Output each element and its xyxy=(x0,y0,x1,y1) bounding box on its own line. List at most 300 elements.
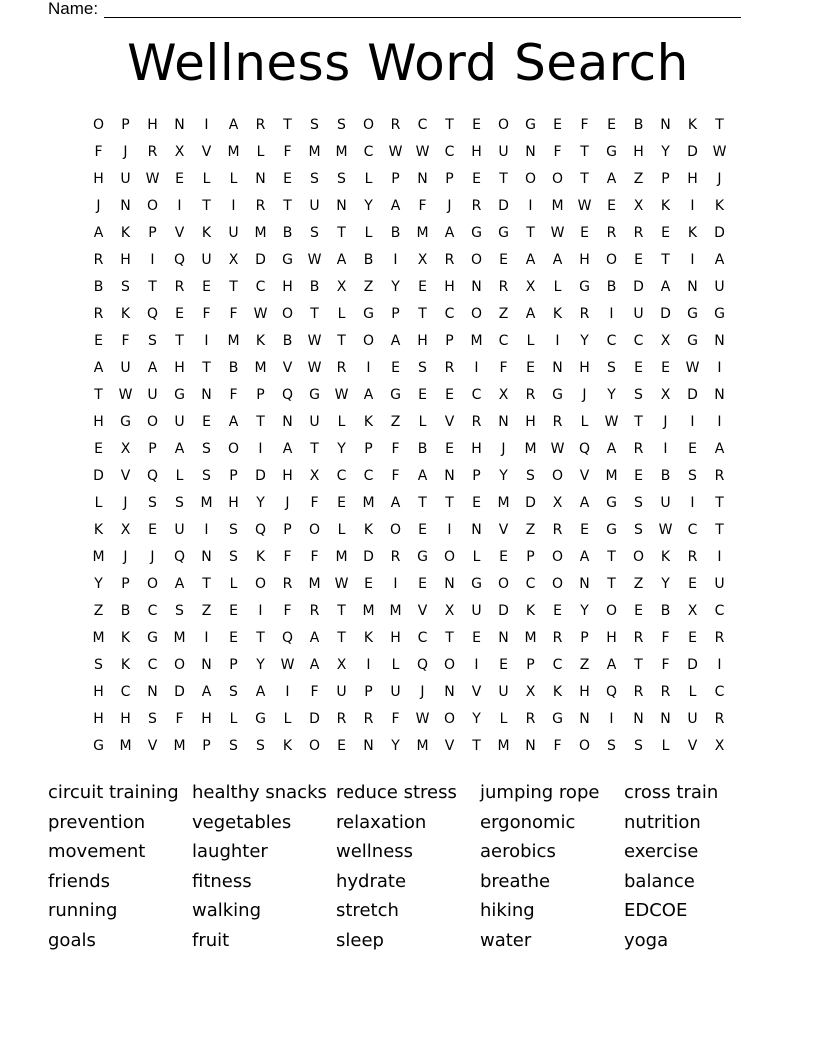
grid-letter: T xyxy=(283,117,292,133)
grid-letter: N xyxy=(471,279,482,295)
grid-letter: W xyxy=(712,144,727,160)
grid-letter: N xyxy=(417,171,428,187)
grid-letter: L xyxy=(256,144,265,160)
grid-letter: O xyxy=(173,657,186,673)
grid-letter: P xyxy=(364,441,373,457)
grid-letter: X xyxy=(687,603,698,619)
grid-letter: E xyxy=(472,171,481,187)
grid-letter: U xyxy=(309,198,320,214)
grid-letter: R xyxy=(255,117,266,133)
grid-letter: O xyxy=(308,738,321,754)
word-list-item: water xyxy=(480,929,532,951)
grid-letter: V xyxy=(444,738,455,754)
grid-letter: S xyxy=(202,468,211,484)
grid-row xyxy=(85,679,733,706)
grid-letter: H xyxy=(93,711,104,727)
grid-letter: I xyxy=(447,522,452,538)
grid-letter: G xyxy=(714,306,725,322)
grid-letter: A xyxy=(201,684,212,700)
word-list-item: nutrition xyxy=(624,811,701,833)
grid-letter: E xyxy=(94,333,103,349)
grid-letter: J xyxy=(123,549,128,565)
grid-letter: Z xyxy=(633,171,644,187)
grid-letter: P xyxy=(121,576,130,592)
grid-letter: A xyxy=(174,576,185,592)
grid-letter: A xyxy=(147,360,158,376)
grid-letter: I xyxy=(474,657,479,673)
grid-letter: R xyxy=(552,414,563,430)
grid-letter: L xyxy=(499,711,508,727)
grid-letter: I xyxy=(204,333,209,349)
grid-row xyxy=(85,301,733,328)
grid-letter: H xyxy=(633,144,644,160)
grid-letter: Y xyxy=(364,198,373,214)
grid-letter: E xyxy=(580,522,589,538)
grid-letter: O xyxy=(524,171,537,187)
grid-letter: G xyxy=(552,387,563,403)
grid-letter: S xyxy=(202,441,211,457)
grid-letter: E xyxy=(283,171,292,187)
grid-letter: O xyxy=(551,468,564,484)
grid-letter: E xyxy=(229,603,238,619)
grid-letter: S xyxy=(229,738,238,754)
grid-letter: T xyxy=(283,198,292,214)
grid-letter: Q xyxy=(281,387,294,403)
grid-letter: P xyxy=(256,387,265,403)
grid-letter: H xyxy=(525,414,536,430)
word-list-item: prevention xyxy=(48,811,146,833)
grid-letter: U xyxy=(498,684,509,700)
grid-letter: L xyxy=(202,171,211,187)
grid-row xyxy=(85,166,733,193)
grid-letter: S xyxy=(175,603,184,619)
grid-letter: M xyxy=(92,549,105,565)
grid-letter: M xyxy=(470,333,483,349)
grid-letter: U xyxy=(633,306,644,322)
grid-letter: F xyxy=(229,306,238,322)
grid-letter: B xyxy=(417,441,428,457)
grid-letter: D xyxy=(687,387,698,403)
name-label: Name: xyxy=(48,0,99,18)
grid-letter: R xyxy=(606,225,617,241)
word-list-item: laughter xyxy=(192,841,268,863)
grid-letter: J xyxy=(501,441,506,457)
word-list-item: wellness xyxy=(336,841,414,863)
grid-letter: Q xyxy=(281,630,294,646)
grid-letter: K xyxy=(525,603,536,619)
page-title: Wellness Word Search xyxy=(127,34,689,92)
grid-letter: B xyxy=(660,468,671,484)
grid-letter: P xyxy=(445,171,454,187)
word-list-item: healthy snacks xyxy=(192,782,327,803)
grid-letter: L xyxy=(580,414,589,430)
grid-letter: I xyxy=(717,414,722,430)
grid-letter: I xyxy=(717,360,722,376)
grid-letter: C xyxy=(363,144,374,160)
grid-letter: V xyxy=(471,684,482,700)
grid-letter: A xyxy=(417,468,428,484)
grid-letter: C xyxy=(498,333,509,349)
grid-letter: F xyxy=(661,630,670,646)
grid-letter: H xyxy=(282,279,293,295)
grid-letter: K xyxy=(255,549,266,565)
grid-letter: R xyxy=(552,630,563,646)
grid-letter: S xyxy=(121,279,130,295)
word-list-item: balance xyxy=(624,870,695,892)
grid-letter: P xyxy=(148,225,157,241)
grid-letter: M xyxy=(497,495,510,511)
grid-letter: H xyxy=(579,252,590,268)
grid-letter: U xyxy=(201,252,212,268)
grid-letter: B xyxy=(120,603,131,619)
grid-letter: N xyxy=(471,522,482,538)
grid-letter: T xyxy=(256,630,265,646)
grid-letter: J xyxy=(123,144,128,160)
grid-letter: T xyxy=(148,279,157,295)
grid-letter: E xyxy=(688,441,697,457)
grid-letter: Y xyxy=(256,657,265,673)
grid-letter: Z xyxy=(363,279,374,295)
grid-letter: X xyxy=(714,738,725,754)
grid-letter: P xyxy=(391,306,400,322)
grid-letter: X xyxy=(525,279,536,295)
word-list-item: breathe xyxy=(480,870,551,892)
grid-letter: E xyxy=(499,549,508,565)
grid-letter: N xyxy=(498,630,509,646)
grid-letter: J xyxy=(285,495,290,511)
grid-letter: O xyxy=(605,603,618,619)
grid-letter: Y xyxy=(391,279,400,295)
grid-letter: F xyxy=(94,144,103,160)
grid-letter: G xyxy=(147,630,158,646)
grid-letter: A xyxy=(363,387,374,403)
grid-letter: T xyxy=(202,360,211,376)
grid-letter: Y xyxy=(661,144,670,160)
grid-letter: D xyxy=(498,198,509,214)
grid-letter: O xyxy=(146,576,159,592)
grid-letter: M xyxy=(254,225,267,241)
grid-letter: C xyxy=(525,576,536,592)
grid-letter: P xyxy=(229,657,238,673)
grid-letter: E xyxy=(364,576,373,592)
grid-letter: B xyxy=(633,117,644,133)
grid-letter: L xyxy=(688,684,697,700)
grid-row xyxy=(85,382,733,409)
grid-letter: E xyxy=(661,360,670,376)
grid-letter: M xyxy=(416,738,429,754)
word-list-item: relaxation xyxy=(336,811,427,833)
grid-row xyxy=(85,598,733,625)
grid-letter: T xyxy=(175,333,184,349)
grid-letter: L xyxy=(526,333,535,349)
grid-letter: G xyxy=(579,279,590,295)
grid-letter: Q xyxy=(578,441,591,457)
grid-letter: H xyxy=(93,684,104,700)
grid-letter: O xyxy=(632,549,645,565)
grid-letter: H xyxy=(579,360,590,376)
grid-letter: W xyxy=(658,522,673,538)
grid-letter: P xyxy=(661,171,670,187)
grid-letter: S xyxy=(634,387,643,403)
grid-letter: E xyxy=(94,441,103,457)
grid-letter: Y xyxy=(94,576,103,592)
grid-letter: T xyxy=(229,279,238,295)
word-list-item: EDCOE xyxy=(624,900,688,922)
grid-letter: E xyxy=(688,576,697,592)
grid-letter: S xyxy=(229,684,238,700)
grid-letter: K xyxy=(282,738,293,754)
letter-grid xyxy=(85,112,733,760)
grid-letter: D xyxy=(363,549,374,565)
grid-letter: G xyxy=(606,522,617,538)
grid-row xyxy=(85,355,733,382)
grid-letter: E xyxy=(202,279,211,295)
grid-letter: L xyxy=(229,171,238,187)
grid-letter: R xyxy=(633,630,644,646)
grid-letter: W xyxy=(550,225,565,241)
grid-letter: V xyxy=(201,144,212,160)
grid-letter: T xyxy=(634,414,643,430)
grid-letter: F xyxy=(661,657,670,673)
grid-letter: V xyxy=(174,225,185,241)
grid-letter: A xyxy=(255,684,266,700)
grid-letter: E xyxy=(175,306,184,322)
grid-letter: V xyxy=(147,738,158,754)
grid-letter: Z xyxy=(579,657,590,673)
grid-letter: D xyxy=(660,306,671,322)
grid-letter: S xyxy=(634,522,643,538)
grid-letter: P xyxy=(391,171,400,187)
grid-letter: W xyxy=(145,171,160,187)
grid-letter: H xyxy=(471,441,482,457)
grid-letter: N xyxy=(363,738,374,754)
grid-row xyxy=(85,328,733,355)
grid-letter: T xyxy=(337,333,346,349)
grid-letter: N xyxy=(552,360,563,376)
grid-letter: Z xyxy=(498,306,509,322)
grid-letter: E xyxy=(634,468,643,484)
grid-letter: R xyxy=(714,468,725,484)
grid-row xyxy=(85,436,733,463)
grid-letter: A xyxy=(336,252,347,268)
grid-letter: M xyxy=(497,738,510,754)
grid-letter: L xyxy=(472,549,481,565)
grid-letter: C xyxy=(255,279,266,295)
grid-letter: G xyxy=(174,387,185,403)
word-list-item: fitness xyxy=(192,870,252,892)
grid-letter: A xyxy=(525,252,536,268)
grid-letter: U xyxy=(120,360,131,376)
grid-letter: U xyxy=(309,414,320,430)
grid-row xyxy=(85,139,733,166)
grid-letter: M xyxy=(335,144,348,160)
grid-letter: M xyxy=(173,630,186,646)
grid-letter: Y xyxy=(499,468,508,484)
grid-letter: H xyxy=(201,711,212,727)
grid-letter: K xyxy=(120,630,131,646)
grid-letter: A xyxy=(309,657,320,673)
grid-letter: W xyxy=(388,144,403,160)
grid-letter: S xyxy=(310,117,319,133)
grid-letter: Q xyxy=(254,522,267,538)
name-underline[interactable] xyxy=(104,2,741,18)
grid-letter: W xyxy=(118,387,133,403)
grid-letter: M xyxy=(254,360,267,376)
grid-letter: I xyxy=(528,198,533,214)
grid-letter: A xyxy=(444,225,455,241)
grid-letter: K xyxy=(363,414,374,430)
word-list-item: movement xyxy=(48,841,146,863)
grid-letter: C xyxy=(336,468,347,484)
grid-letter: R xyxy=(282,576,293,592)
grid-letter: A xyxy=(714,252,725,268)
grid-letter: A xyxy=(606,657,617,673)
grid-letter: A xyxy=(579,549,590,565)
grid-letter: I xyxy=(258,441,263,457)
grid-letter: C xyxy=(417,630,428,646)
grid-letter: C xyxy=(471,387,482,403)
grid-letter: P xyxy=(526,549,535,565)
word-list-item: goals xyxy=(48,929,96,951)
grid-letter: G xyxy=(552,711,563,727)
grid-letter: Q xyxy=(173,252,186,268)
grid-letter: K xyxy=(363,522,374,538)
grid-letter: S xyxy=(337,171,346,187)
grid-letter: A xyxy=(714,441,725,457)
grid-letter: O xyxy=(497,576,510,592)
grid-letter: M xyxy=(524,441,537,457)
grid-letter: K xyxy=(120,306,131,322)
grid-letter: N xyxy=(579,576,590,592)
grid-letter: L xyxy=(283,711,292,727)
word-list-item: jumping rope xyxy=(480,782,600,803)
grid-letter: D xyxy=(255,252,266,268)
grid-row xyxy=(85,409,733,436)
grid-letter: U xyxy=(714,279,725,295)
grid-letter: E xyxy=(202,414,211,430)
grid-letter: E xyxy=(607,117,616,133)
grid-letter: H xyxy=(471,144,482,160)
word-list-item: ergonomic xyxy=(480,811,576,833)
grid-letter: R xyxy=(390,549,401,565)
grid-letter: C xyxy=(147,603,158,619)
grid-letter: U xyxy=(336,684,347,700)
grid-letter: K xyxy=(120,225,131,241)
grid-letter: R xyxy=(552,522,563,538)
grid-letter: W xyxy=(280,657,295,673)
grid-letter: S xyxy=(229,522,238,538)
grid-letter: M xyxy=(308,576,321,592)
grid-letter: T xyxy=(310,441,319,457)
grid-letter: U xyxy=(498,144,509,160)
grid-letter: V xyxy=(498,522,509,538)
grid-letter: P xyxy=(472,468,481,484)
grid-letter: X xyxy=(336,279,347,295)
grid-letter: E xyxy=(229,630,238,646)
grid-letter: A xyxy=(390,333,401,349)
grid-letter: U xyxy=(660,495,671,511)
grid-letter: I xyxy=(609,711,614,727)
grid-letter: T xyxy=(607,549,616,565)
grid-row xyxy=(85,625,733,652)
word-list-item: hydrate xyxy=(336,870,407,892)
grid-letter: R xyxy=(633,225,644,241)
grid-letter: O xyxy=(227,441,240,457)
grid-letter: A xyxy=(606,441,617,457)
grid-letter: X xyxy=(552,495,563,511)
grid-letter: G xyxy=(282,252,293,268)
grid-letter: E xyxy=(688,630,697,646)
grid-letter: X xyxy=(525,684,536,700)
grid-letter: D xyxy=(687,657,698,673)
grid-letter: A xyxy=(309,630,320,646)
grid-letter: R xyxy=(498,279,509,295)
grid-letter: O xyxy=(362,333,375,349)
grid-letter: I xyxy=(204,630,209,646)
grid-letter: V xyxy=(282,360,293,376)
grid-letter: W xyxy=(334,576,349,592)
grid-letter: N xyxy=(201,549,212,565)
grid-letter: I xyxy=(555,333,560,349)
grid-letter: G xyxy=(417,549,428,565)
grid-letter: B xyxy=(660,603,671,619)
grid-letter: C xyxy=(714,684,725,700)
grid-letter: G xyxy=(687,333,698,349)
grid-letter: M xyxy=(605,468,618,484)
grid-letter: I xyxy=(258,603,263,619)
grid-letter: M xyxy=(416,225,429,241)
grid-row xyxy=(85,112,733,139)
grid-letter: F xyxy=(553,738,562,754)
grid-letter: S xyxy=(688,468,697,484)
grid-letter: N xyxy=(525,738,536,754)
grid-letter: N xyxy=(336,198,347,214)
grid-letter: C xyxy=(363,468,374,484)
grid-letter: A xyxy=(579,495,590,511)
grid-letter: E xyxy=(418,279,427,295)
grid-letter: C xyxy=(444,144,455,160)
grid-letter: X xyxy=(444,603,455,619)
grid-letter: P xyxy=(121,117,130,133)
grid-letter: M xyxy=(551,198,564,214)
grid-letter: R xyxy=(444,360,455,376)
grid-row xyxy=(85,544,733,571)
grid-letter: L xyxy=(229,576,238,592)
grid-letter: D xyxy=(174,684,185,700)
grid-letter: S xyxy=(634,495,643,511)
grid-letter: C xyxy=(714,603,725,619)
grid-letter: F xyxy=(283,549,292,565)
grid-letter: L xyxy=(661,738,670,754)
grid-letter: O xyxy=(551,576,564,592)
grid-letter: S xyxy=(175,495,184,511)
grid-letter: M xyxy=(389,603,402,619)
grid-letter: T xyxy=(580,144,589,160)
grid-letter: N xyxy=(174,117,185,133)
grid-letter: F xyxy=(580,117,589,133)
grid-letter: I xyxy=(393,576,398,592)
grid-letter: O xyxy=(146,198,159,214)
grid-letter: O xyxy=(443,657,456,673)
grid-letter: E xyxy=(661,225,670,241)
grid-letter: A xyxy=(282,441,293,457)
grid-letter: K xyxy=(255,333,266,349)
grid-letter: K xyxy=(120,657,131,673)
grid-letter: Y xyxy=(580,603,589,619)
grid-letter: J xyxy=(717,171,722,187)
grid-letter: H xyxy=(687,171,698,187)
name-field[interactable] xyxy=(48,0,741,18)
